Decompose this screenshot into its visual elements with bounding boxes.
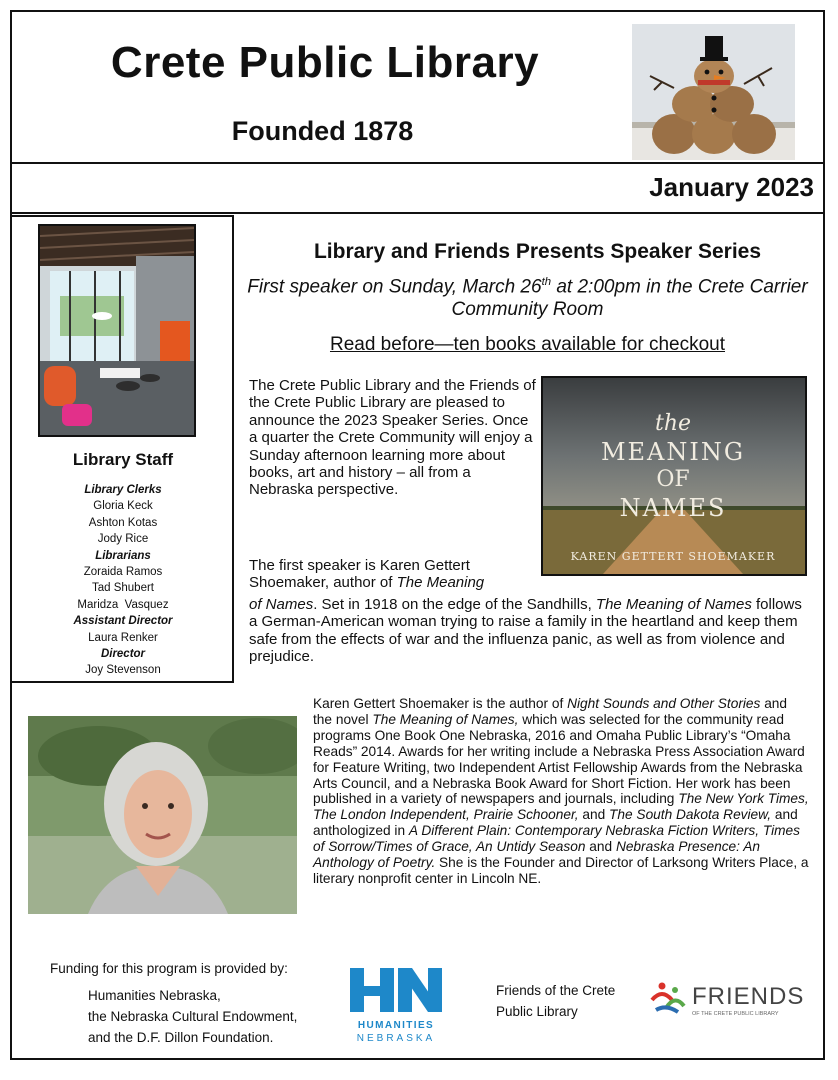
role-librarians: Librarians [95,549,151,562]
event-details-text: First speaker on Sunday, March 26 [247,276,542,298]
bio-title: Night Sounds and Other Stories [567,696,761,711]
bio-title: The Meaning of Names, [372,711,519,727]
bio-title: A Different Plain: Contemporary Nebraska Fiction Writers, Times of Sorrow/Times of Grace, An Untidy Season [313,823,800,855]
bio-text: and anthologized in [313,807,798,839]
speaker-paragraph [249,596,809,666]
hay-bale-snowman-photo [632,24,795,160]
speaker-text: The first speaker is Karen Gettert Shoemaker, author of [249,557,470,592]
read-before-line: Read before—ten books available for checkout [329,334,726,355]
staff-heading: Library Staff [72,450,174,469]
staff-name: Zoraida Ramos [83,566,163,579]
book-title: The Meaning of Names [595,596,752,613]
speaker-text: . Set in 1918 on the edge of the Sandhills, [313,596,596,613]
friends-credit-line: Public Library [496,1004,578,1019]
staff-name: Gloria Keck [93,500,153,513]
book-title-end: of Names [249,596,314,613]
staff-name: Maridza Vasquez [77,598,169,611]
staff-name: Laura Renker [88,631,158,644]
bio-title: The New York Times, The London Independent, Prairie Schooner, [313,791,809,823]
article-headline: Library and Friends Presents Speaker Series [313,240,762,263]
staff-name: Joy Stevenson [85,664,161,677]
bio-title: The South Dakota Review, [609,807,772,823]
funding-intro: Funding for this program is provided by: [50,961,288,976]
book-cover-meaning: Meaning [600,438,746,466]
date-suffix: th [541,276,552,288]
date-divider [10,212,825,214]
staff-name: Tad Shubert [91,582,154,595]
humanities-nebraska-logo [346,966,446,1046]
friends-logo-subtitle: OF THE CRETE PUBLIC LIBRARY [692,1011,779,1017]
event-details [240,271,815,321]
role-director: Director [100,648,146,661]
role-library-clerks: Library Clerks [84,484,162,496]
book-title: The Meaning [396,574,485,592]
funder-name: and the D.F. Dillon Foundation. [88,1030,274,1045]
hn-logo-line2: NEBRASKA [356,1033,436,1044]
bio-title: Nebraska Presence: An Anthology of Poetry. [313,839,760,871]
funders-list [88,985,297,1048]
founded-year: Founded 1878 [231,116,414,146]
bio-text: and [585,839,616,855]
book-cover-the: the [654,411,692,436]
funder-name: Humanities Nebraska, [88,988,221,1003]
book-cover-of: of [656,467,690,492]
book-cover-names: Names [619,494,727,522]
header-divider [10,162,825,164]
bio-text: which was selected for the community read programs One Book One Nebraska, 2016 and Omaha Public Library’s “Omaha Reads” 2014. Awards for her writing include a Nebraska Press Association Award for Feature Writing, two Independent Artist Fellowship Awards from the Nebraska Arts Council, and a Nebraska Book Award for Short Fiction. Her work has been published in a variety of newspapers and journals, including [313,711,805,807]
author-bio [313,696,809,887]
friends-credit [496,980,615,1022]
author-portrait-photo [28,716,297,914]
speaker-paragraph-start [249,557,534,592]
book-cover-author: KAREN GETTERT SHOEMAKER [570,550,776,563]
friends-of-library-logo [648,978,808,1018]
staff-name: Ashton Kotas [88,516,158,529]
staff-name: Jody Rice [97,533,149,546]
event-details-text-end: at 2:00pm in the Crete Carrier Community Room [451,276,808,321]
bio-text: Karen Gettert Shoemaker is the author of [313,696,568,711]
role-assistant-director: Assistant Director [73,615,173,628]
bio-text: She is the Founder and Director of Larksong Writers Place, a literary nonprofit center in Lincoln NE. [313,855,809,886]
funder-name: the Nebraska Cultural Endowment, [88,1009,298,1024]
book-cover-meaning-of-names [541,376,807,576]
staff-list [12,482,234,679]
library-title: Crete Public Library [110,38,540,87]
hn-logo-line1: HUMANITIES [357,1020,435,1031]
friends-logo-word: FRIENDS [692,983,805,1010]
friends-credit-line: Friends of the Crete [496,983,616,998]
intro-paragraph: The Crete Public Library and the Friends of the Crete Public Library are pleased to announce the 2023 Speaker Series. Once a quarter the Crete Community will enjoy a Sunday afternoon learning more about books, art and history – all from a Nebraska perspective. [249,377,536,499]
issue-date: January 2023 [649,172,814,202]
library-interior-photo [38,224,196,437]
bio-text: and the novel [313,696,788,727]
bio-text: and [578,807,610,823]
speaker-text: follows a German-American woman trying to raise a family in the heartland and keep them safe from the effects of war and the influenza panic, as well as from violence and prejudice. [249,596,802,666]
